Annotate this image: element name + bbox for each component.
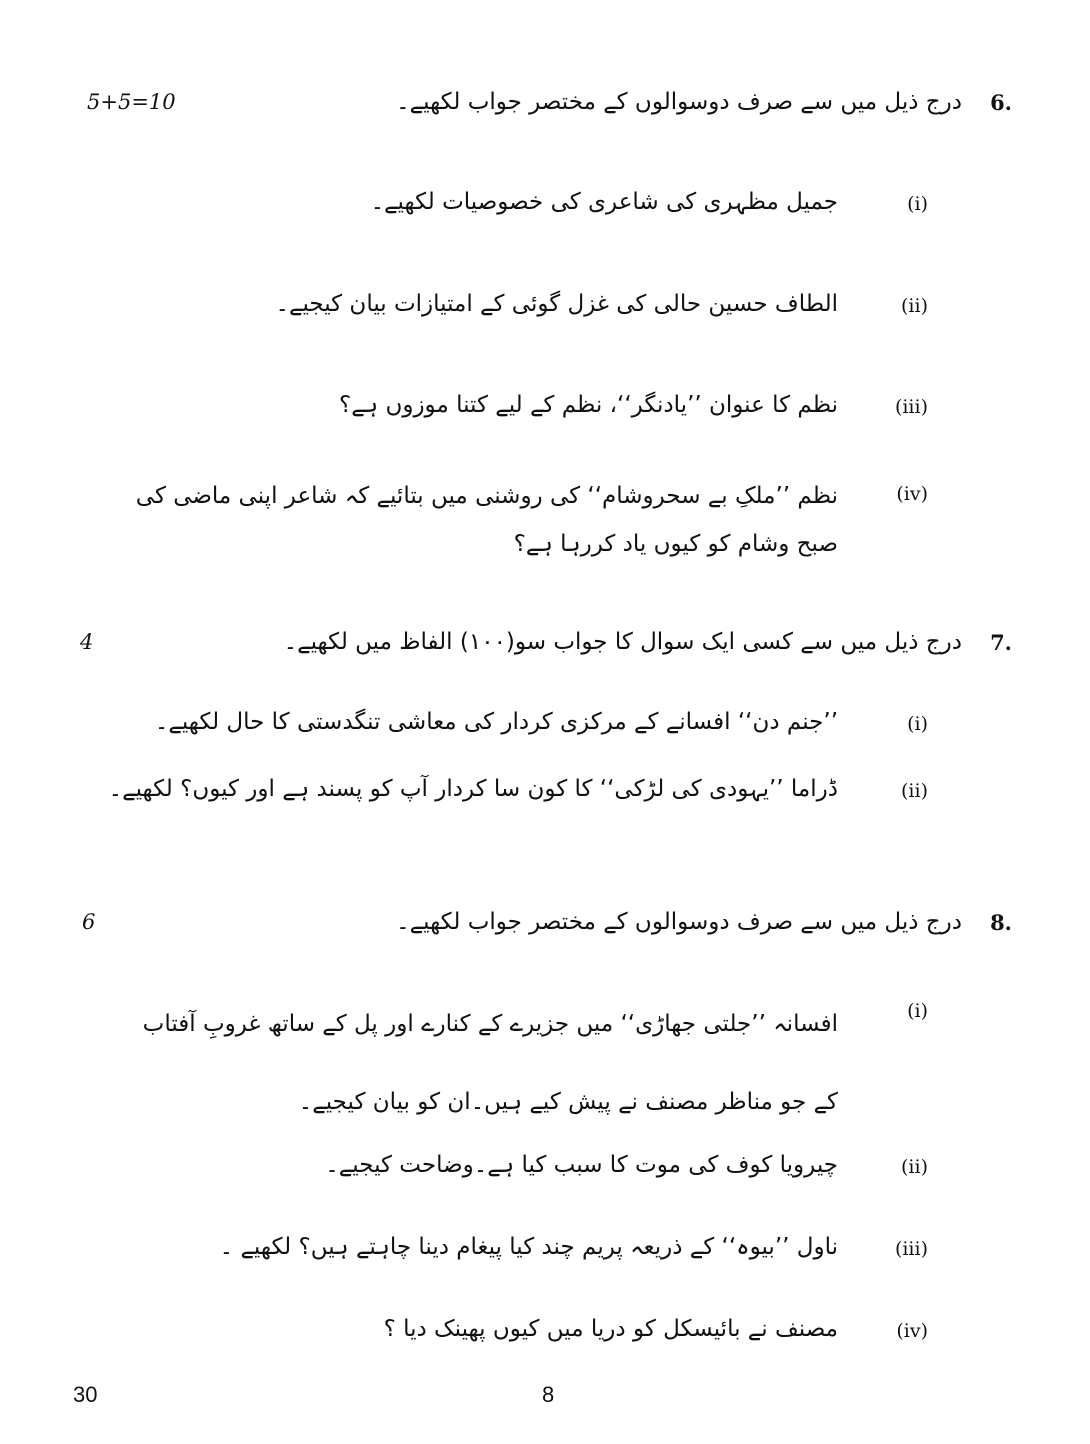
question-6-marks: 5+5=10 — [87, 90, 176, 114]
question-7-part-i-text: ’’جنم دن‘‘ افسانے کے مرکزی کردار کی معاشی تنگدستی کا حال لکھیے۔ — [154, 709, 838, 735]
question-6-number: 6. — [990, 90, 1012, 115]
question-8-number: 8. — [990, 910, 1012, 935]
question-7-part-ii-label: (ii) — [901, 780, 928, 802]
question-6-instruction: درج ذیل میں سے صرف دوسوالوں کے مختصر جواب لکھیے۔ — [396, 89, 962, 115]
footer-page-number: 8 — [542, 1382, 555, 1407]
question-6-part-iv-label: (iv) — [896, 483, 928, 505]
question-7-number: 7. — [990, 630, 1012, 655]
question-6-part-i-label: (i) — [907, 193, 928, 215]
question-8-part-iii-text: ناول ’’بیوہ‘‘ کے ذریعہ پریم چند کیا پیغام دینا چاہتے ہیں؟ لکھیے ۔ — [219, 1234, 838, 1260]
question-8-part-iv-text: مصنف نے بائیسکل کو دریا میں کیوں پھینک دیا ؟ — [383, 1316, 838, 1342]
question-7-part-ii-text: ڈراما ’’یہودی کی لڑکی‘‘ کا کون سا کردار آپ کو پسند ہے اور کیوں؟ لکھیے۔ — [108, 776, 838, 802]
question-8-instruction: درج ذیل میں سے صرف دوسوالوں کے مختصر جواب لکھیے۔ — [396, 909, 962, 935]
question-8-part-iv-label: (iv) — [896, 1320, 928, 1342]
question-7-part-i-label: (i) — [907, 713, 928, 735]
question-6-part-iii-label: (iii) — [894, 396, 928, 418]
question-8-part-iii-label: (iii) — [894, 1238, 928, 1260]
footer-code: 30 — [73, 1382, 98, 1407]
question-6-part-i-text: جمیل مظہری کی شاعری کی خصوصیات لکھیے۔ — [370, 189, 838, 215]
question-7-marks: 4 — [80, 630, 94, 654]
question-8-marks: 6 — [82, 910, 96, 934]
question-8-part-ii-text: چیرویا کوف کی موت کا سبب کیا ہے۔وضاحت کیجیے۔ — [325, 1152, 838, 1178]
question-6-part-iii-text: نظم کا عنوان ’’یادنگر‘‘، نظم کے لیے کتنا موزوں ہے؟ — [338, 392, 838, 418]
question-6-part-ii-label: (ii) — [901, 295, 928, 317]
question-6-part-ii-text: الطاف حسین حالی کی غزل گوئی کے امتیازات بیان کیجیے۔ — [275, 291, 838, 317]
question-7-instruction: درج ذیل میں سے کسی ایک سوال کا جواب سو(۱۰۰) الفاظ میں لکھیے۔ — [283, 629, 962, 655]
question-8-part-ii-label: (ii) — [901, 1156, 928, 1178]
question-8-part-i-text: افسانہ ’’جلتی جھاڑی‘‘ میں جزیرے کے کنارے اور پل کے ساتھ غروبِ آفتاب کے جو مناظر مصنف نے پیش کیے ہیں۔ان کو بیان کیجیے۔ — [142, 1011, 838, 1115]
question-8-part-i-label: (i) — [907, 1000, 928, 1022]
question-6-part-iv-text: نظم ’’ملکِ بے سحروشام‘‘ کی روشنی میں بتائیے کہ شاعر اپنی ماضی کی صبح وشام کو کیوں یاد کررہا ہے؟ — [135, 483, 838, 557]
